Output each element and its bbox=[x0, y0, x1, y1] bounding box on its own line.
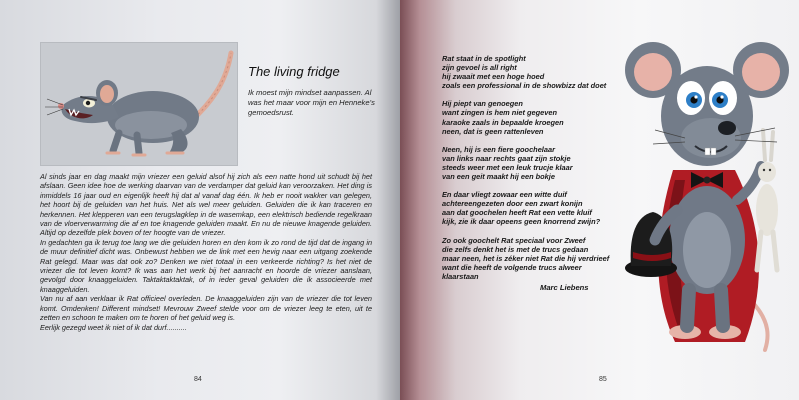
poem-stanza bbox=[442, 54, 642, 90]
body-paragraph: In gedachten ga ik terug toe lang we die geluiden horen en den kom ik zo rond de tijd dat de ingang in de muur definitief dicht was. Onbewust hebben we de link met een hevig naar een uitgang zoekende Rat gelegd. Maar was dat ook zo? Denken we niet totaal in een verkeerde richting? Is het niet de vriezer die tot leven komt? Ik was aan het werk bij het aanracht en hoorde de vriezer aanslaan, gevolgd door knaaggeluiden. Taktaktaktaktak, of in ieder geval geluiden die ik associeerde met knaaggeluiden. bbox=[40, 237, 372, 294]
magician-rat-illustration bbox=[615, 20, 799, 365]
poem-line: klaarstaan bbox=[442, 271, 479, 281]
page-number-left: 84 bbox=[194, 376, 202, 383]
poem-line: En daar vliegt zowaar een witte duif bbox=[442, 190, 567, 200]
story-title: The living fridge bbox=[248, 64, 340, 79]
poem-stanza bbox=[442, 190, 642, 226]
poem-line: karaoke zaals in bepaalde kroegen bbox=[442, 117, 564, 127]
body-paragraph: Eerlijk gezegd weet ik niet of ik dat durf.......... bbox=[40, 322, 187, 332]
poem-line: neen, dat is geen rattenleven bbox=[442, 126, 544, 136]
poem-line: zijn gevoel is all right bbox=[442, 63, 517, 73]
poem bbox=[442, 54, 642, 290]
story-body bbox=[40, 172, 372, 332]
poem-line: Rat staat in de spotlight bbox=[442, 54, 526, 63]
poem-author: Marc Liebens bbox=[540, 283, 589, 292]
poem-line: van links naar rechts gaat zijn stokje bbox=[442, 153, 571, 163]
angry-rat-drawing bbox=[41, 43, 237, 165]
poem-line: want zingen is hem niet gegeven bbox=[442, 108, 557, 118]
page-number-right: 85 bbox=[599, 376, 607, 383]
right-page bbox=[400, 0, 799, 400]
poem-line: zoals een professional in de showbizz dat doet bbox=[442, 81, 607, 91]
poem-stanza bbox=[442, 236, 642, 281]
poem-line: aan dat goochelen heeft Rat een vette kluif bbox=[442, 208, 592, 218]
poem-line: kijk, zie ik daar opeens geen knorrend zwijn? bbox=[442, 217, 601, 227]
poem-line: van een geit maakt hij een bokje bbox=[442, 172, 555, 182]
poem-line: hij zwaait met een hoge hoed bbox=[442, 72, 545, 82]
body-paragraph: Al sinds jaar en dag maakt mijn vriezer een geluid alsof hij zich als een natte hond uit schudt bij het afslaan. Geen idee hoe de werking daarvan van de verdamper dat geluid kan veroorzaken. Het ding is inmiddels 16 jaar oud en eigenlijk heeft hij dat al vanaf dag één. Ik heb er nooit wakker van gelegen, het hoort bij de geluiden van het huis. Net als wel meer geluiden. Geluiden die ik kan traceren en herkennen. Het klepperen van een terugslagklep in de wasemkap, een elektrisch bediende regelkraan van de vloerverwarming die af en toe knagende geluiden maakt. En nu de nieuwe knagende geluiden. Altijd op dezelfde plek boven of ter hoogte van de vriezer. bbox=[40, 172, 372, 238]
poem-stanza bbox=[442, 145, 642, 181]
body-paragraph: Van nu af aan verklaar ik Rat officieel overleden. De knaaggeluiden zijn van de vriezer die tot leven komt. Omdenken! Different mindset! Mevrouw Zweef stelde voor om de vriezer leeg te eten, uit te zetten en schoon te maken om te horen of het geluid weg is. bbox=[40, 294, 372, 323]
poem-line: die zelfs denkt het is met de trucs gedaan bbox=[442, 244, 589, 254]
poem-line: achtereengezeten door een zwart konijn bbox=[442, 199, 583, 209]
magician-rat-drawing bbox=[615, 20, 799, 365]
poem-line: want die heeft de volgende trucs alweer bbox=[442, 262, 582, 272]
poem-line: maar neen, het is zéker niet Rat die hij verdrieef bbox=[442, 253, 610, 263]
poem-line: steeds weer met een leuk trucje klaar bbox=[442, 162, 573, 172]
poem-line: Zo ook goochelt Rat speciaal voor Zweef bbox=[442, 235, 586, 245]
poem-stanza bbox=[442, 99, 642, 135]
story-intro: Ik moest mijn mindset aanpassen. Al was het maar voor mijn en Henneke’s gemoedsrust. bbox=[248, 88, 375, 117]
rat-illustration bbox=[40, 42, 238, 166]
poem-line: Neen, hij is een fiere goochelaar bbox=[442, 144, 555, 154]
poem-line: Hij piept van genoegen bbox=[442, 99, 523, 109]
